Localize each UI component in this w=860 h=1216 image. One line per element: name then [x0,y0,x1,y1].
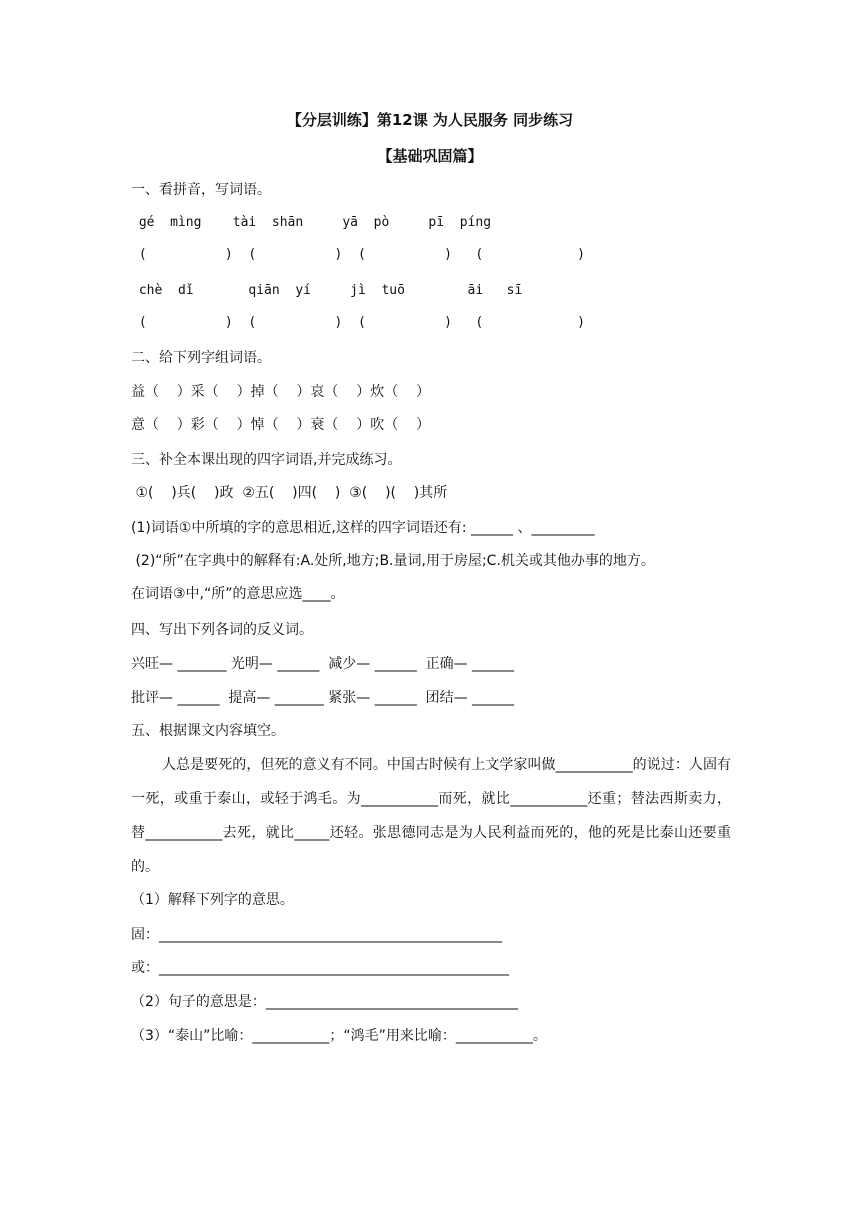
pinyin-row-1: gé mìng tài shān yā pò pī píng [131,215,492,230]
question-5-2[interactable]: （2）句子的意思是：____________________________________ [131,994,518,1010]
section-1-heading: 一、看拼音，写词语。 [131,182,271,198]
section-5-heading: 五、根据课文内容填空。 [131,723,285,739]
passage-paragraph[interactable]: 人总是要死的，但死的意义有不同。中国古时候有上文学家叫做___________的说过：人固有一死，或重于泰山，或轻于鸿毛。为___________而死，就比___________还重；替法西斯卖力，替___________去死，就比_____还轻。张思德同志是为人民利益而死的，他的死是比泰山还要重的。 [131,757,731,875]
question-5-1b[interactable]: 或：__________________________________________________ [131,960,509,976]
question-3-2-answer[interactable]: 在词语③中,“所”的意思应选____。 [131,586,345,602]
blank-row-2[interactable]: ( ) ( ) ( ) ( ) [131,315,585,330]
section-2-heading: 二、给下列字组词语。 [131,350,271,366]
antonym-row-1[interactable]: 兴旺— _______ 光明— ______ 减少— ______ 正确— ______ [131,656,515,672]
word-group-row-2[interactable]: 意（ ）彩（ ）悼（ ）衰（ ）吹（ ） [131,417,431,433]
question-5-1a[interactable]: 固：_________________________________________________ [131,927,502,943]
question-3-1[interactable]: (1)词语①中所填的字的意思相近,这样的四字词语还有: ______ 、_________ [131,520,595,536]
antonym-row-2[interactable]: 批评— ______ 提高— _______ 紧张— ______ 团结— ______ [131,690,515,706]
word-group-row-1[interactable]: 益（ ）采（ ）掉（ ）哀（ ）炊（ ） [131,384,431,400]
question-3-2: (2)“所”在字典中的解释有:A.处所,地方;B.量词,用于房屋;C.机关或其他办事的地方。 [131,553,655,569]
section-3-heading: 三、补全本课出现的四字词语,并完成练习。 [131,452,402,468]
document-subtitle: 【基础巩固篇】 [377,147,483,165]
idiom-line[interactable]: ①( )兵( )政 ②五( )四( ) ③( )( )其所 [131,485,448,501]
question-5-3[interactable]: （3）“泰山”比喻：___________；“鸿毛”用来比喻：___________。 [131,1028,547,1044]
section-4-heading: 四、写出下列各词的反义词。 [131,622,313,638]
question-5-1: （1）解释下列字的意思。 [131,892,294,908]
pinyin-row-2: chè dǐ qiān yí jì tuō āi sī [131,283,523,298]
document-title: 【分层训练】第12课 为人民服务 同步练习 [286,111,574,129]
blank-row-1[interactable]: ( ) ( ) ( ) ( ) [131,247,585,262]
